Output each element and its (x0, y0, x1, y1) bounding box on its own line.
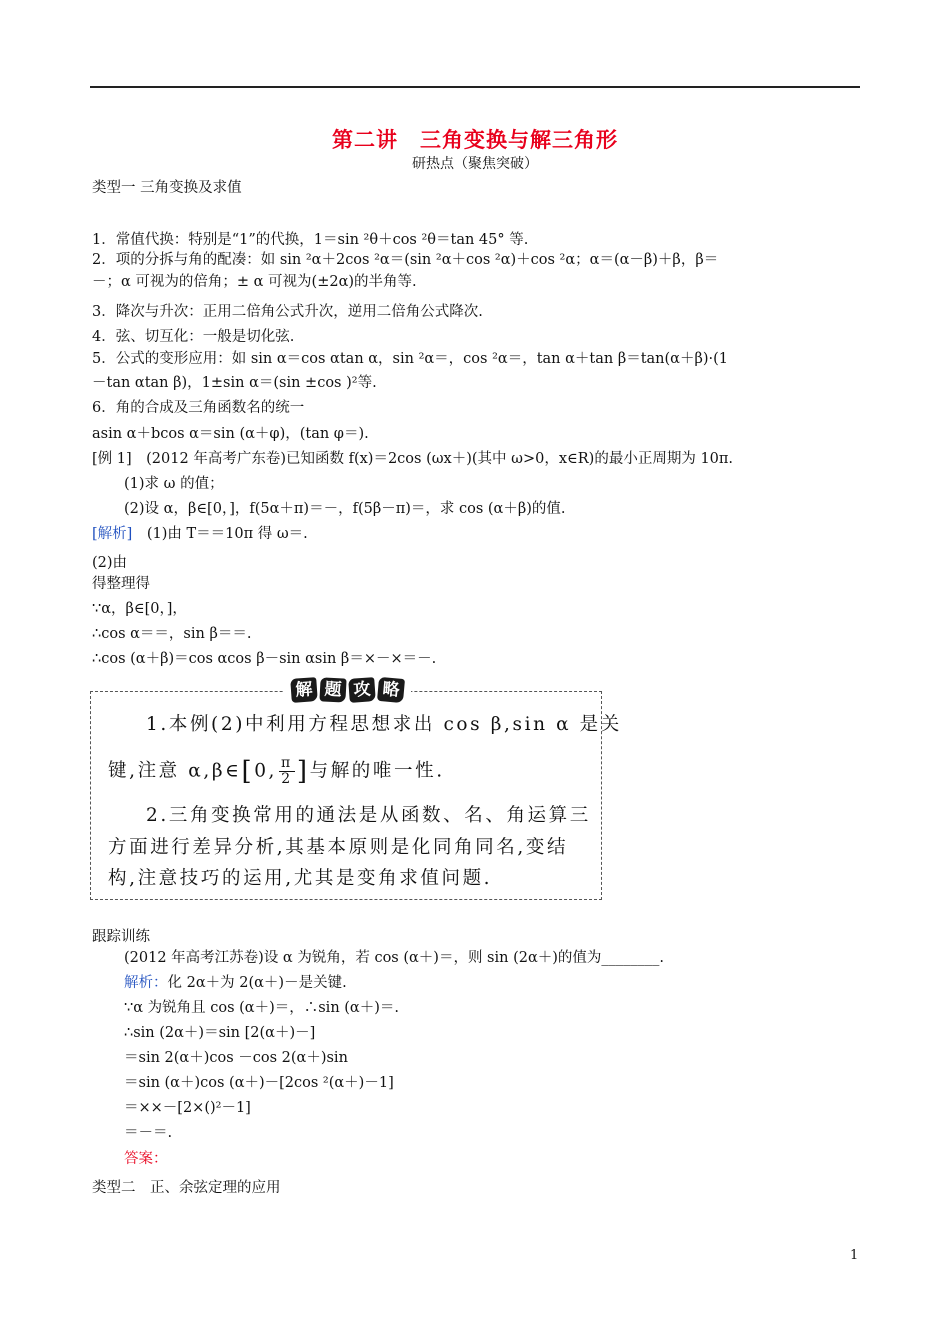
solution-line: ∴cos α＝＝，sin β＝＝. (92, 626, 252, 642)
solution-label: [解析] (92, 526, 133, 542)
list-item: －tan αtan β)，1±sin α＝(sin ±cos )²等. (92, 375, 377, 391)
solution-line: ∴cos (α＋β)＝cos αcos β－sin αsin β＝×－×＝－. (92, 651, 437, 667)
analysis-step: ＝sin 2(α＋)cos －cos 2(α＋)sin (124, 1050, 348, 1066)
tip-line-text: 与解的唯一性. (309, 760, 445, 782)
badge-char: 攻 (348, 677, 376, 703)
example-part-2: (2)设 α，β∈[0，]，f(5α＋π)＝－，f(5β－π)＝，求 cos (α＋β)的值. (124, 501, 566, 517)
solution-line: 得整理得 (92, 576, 150, 592)
tip-line (108, 756, 445, 787)
analysis-step: ＝sin (α＋)cos (α＋)－[2cos ²(α＋)－1] (124, 1075, 394, 1091)
training-question: (2012 年高考江苏卷)设 α 为锐角，若 cos (α＋)＝，则 sin (2α＋)的值为________. (124, 950, 665, 966)
analysis-step: ＝××－[2×()²－1] (124, 1100, 251, 1116)
list-item: 6．角的合成及三角函数名的统一 (92, 400, 305, 416)
list-item: 2．项的分拆与角的配凑：如 sin ²α＋2cos ²α＝(sin ²α＋cos ²α)＋cos ²α；α＝(α－β)＋β，β＝ (92, 252, 719, 268)
bracket-open: [ (241, 756, 255, 787)
section-heading-1: 类型一 三角变换及求值 (92, 180, 242, 196)
tip-line: 2.三角变换常用的通法是从函数、名、角运算三 (146, 805, 591, 826)
list-item: 1．常值代换：特别是“1”的代换，1＝sin ²θ＋cos ²θ＝tan 45° 等. (92, 232, 529, 248)
list-item: asin α＋bcos α＝sin (α＋φ)，(tan φ＝). (92, 426, 369, 442)
page-title: 第二讲 三角变换与解三角形 (332, 127, 618, 152)
badge-char: 略 (377, 677, 405, 703)
page-number: 1 (850, 1248, 859, 1263)
training-heading: 跟踪训练 (92, 929, 150, 945)
badge-char: 题 (319, 677, 346, 702)
solution-line: ∵α，β∈[0，]， (92, 601, 187, 617)
analysis-step: ∴sin (2α＋)＝sin [2(α＋)－] (124, 1025, 316, 1041)
analysis-label: 解析： (124, 975, 168, 991)
page-subtitle: 研热点（聚焦突破） (412, 156, 538, 172)
fraction-numerator: π (281, 755, 293, 771)
bracket-close: ] (296, 756, 310, 787)
tip-line-text: 键,注意 α,β∈ (108, 760, 242, 782)
solution-first: (1)由 T＝＝10π 得 ω＝. (132, 526, 308, 542)
pi-over-two-fraction (279, 756, 295, 787)
header-rule (90, 86, 860, 88)
tip-zero: 0, (254, 760, 278, 782)
analysis-line (124, 973, 347, 993)
list-item: 3．降次与升次：正用二倍角公式升次，逆用二倍角公式降次. (92, 304, 483, 320)
analysis-step: ＝－＝. (124, 1125, 173, 1141)
tips-badge (283, 676, 411, 704)
badge-char: 解 (290, 677, 318, 703)
solution-line: (2)由 (92, 555, 128, 571)
answer-label: 答案： (124, 1151, 168, 1167)
list-item: 5．公式的变形应用：如 sin α＝cos αtan α，sin ²α＝，cos ²α＝，tan α＋tan β＝tan(α＋β)·(1 (92, 351, 728, 367)
tip-line: 1.本例(2)中利用方程思想求出 cos β,sin α 是关 (146, 714, 622, 735)
analysis-step: ∵α 为锐角且 cos (α＋)＝，∴sin (α＋)＝. (124, 1000, 399, 1016)
tip-line: 方面进行差异分析,其基本原则是化同角同名,变结 (108, 837, 569, 858)
example-statement: [例 1] (2012 年高考广东卷)已知函数 f(x)＝2cos (ωx＋)(其中 ω>0，x∈R)的最小正周期为 10π. (92, 451, 734, 467)
list-item: －；α 可视为的倍角；± α 可视为(±2α)的半角等. (92, 274, 417, 290)
analysis-first: 化 2α＋为 2(α＋)－是关键. (167, 975, 347, 991)
list-item: 4．弦、切互化：一般是切化弦. (92, 329, 295, 345)
fraction-denominator: 2 (281, 771, 293, 787)
tip-line: 构,注意技巧的运用,尤其是变角求值问题. (108, 868, 493, 889)
solution-line (92, 524, 308, 544)
example-part-1: (1)求 ω 的值； (124, 476, 224, 492)
section-heading-2: 类型二 正、余弦定理的应用 (92, 1180, 281, 1196)
